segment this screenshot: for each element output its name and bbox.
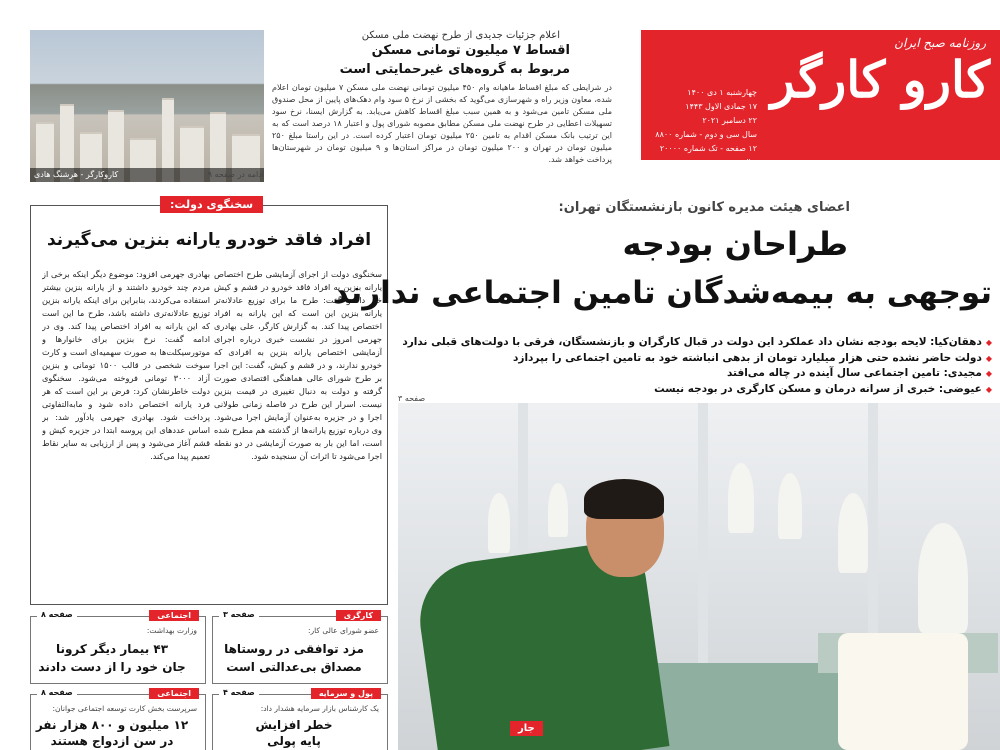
- mini-headline-line1: خطر افزایش: [255, 718, 333, 732]
- mini-kicker: سرپرست بخش کارت توسعه اجتماعی جوانان:: [52, 704, 197, 713]
- main-bullet: ◆ مجیدی: تامین اجتماعی سال آینده در چاله می‌افتد: [727, 367, 992, 379]
- photo-tag: جار: [510, 721, 543, 736]
- govt-column-1: سخنگوی دولت از اجرای آزمایشی طرح اختصاص یارانه بنزین به افراد فاقد خودرو در قشم و کیش خبر داد و گفت: طرح ما برای توزیع عادلانه‌تر یارانه بنزین این است که این یارانه به افراد اختصاص پیدا کند. به گزارش کارگر، علی بهادری جهرمی امروز در نشست خبری درباره اجرای آزمایشی اختصاص یارانه بنزین به افرادی که خودرو ندارند، و در قشم و کیش، گفت: این اجرا بر طرح شورای عالی هماهنگی اقتصادی صورت گرفته و دولت به دنبال تغییری در قیمت بنزین نیست. اسرار این طرح در فاصله زمانی طولانی اجرا و در جزیره به‌عنوان آزمایش اجرا می‌شود. وی درباره توزیع یارانه‌ها از گذشته هم مطرح شده است، اما این بار به صورت آزمایشی در دو نقطه اجرا می‌شود تا اثرات آن سنجیده شود.: [214, 269, 382, 461]
- housing-photo: [30, 30, 264, 182]
- mini-section-label: اجتماعی: [149, 688, 199, 699]
- mini-headline-line2: مصداق بی‌عدالتی است: [226, 660, 362, 674]
- mini-page-ref: صفحه ۸: [37, 688, 77, 697]
- housing-kicker: اعلام جزئیات جدیدی از طرح نهضت ملی مسکن: [361, 30, 560, 41]
- govt-headline[interactable]: افراد فاقد خودرو یارانه بنزین می‌گیرند: [46, 230, 372, 250]
- main-page-ref: صفحه ۳: [398, 394, 426, 403]
- date-hijri: ۱۷ جمادی الاول ۱۴۴۳: [685, 102, 757, 111]
- main-headline-line2[interactable]: توجهی به بیمه‌شدگان تامین اجتماعی ندارند: [332, 275, 992, 311]
- date-weekday: چهارشنبه ۱ دی ۱۴۰۰: [687, 88, 757, 97]
- govt-column-2: بهادری جهرمی افزود: موضوع دیگر اینکه برخی از مردم چند خودرو داشتند و از یارانه بنزین بیشتر استفاده می‌کردند، بنابراین برای اینکه یارانه بنزین توزیع عادلانه‌تری داشته باشد، طرح ما این است که این یارانه به افراد اختصاص پیدا کند. وی در ادامه گفت: نرخ بنزین برای خانوارها و موتورسیکلت‌ها به صورت سهمیه‌ای است و کارت سوخت شخصی در قالب ۱۵۰۰ تومانی و بنزین آزاد ۳۰۰۰ تومانی فروخته می‌شود. سخنگوی دولت خاطرنشان کرد: فرض بر این است که هر فرد یارانه اختصاص داده شود و مابه‌التفاوتی پرداخت شود. بهادری جهرمی یادآور شد: بر اساس عددهای این پروسه ابتدا در جزیره کیش و قشم آغاز می‌شود و پس از ارزیابی به سایر نقاط تعمیم پیدا می‌کند.: [42, 269, 210, 461]
- mini-kicker: عضو شورای عالی کار:: [307, 626, 379, 635]
- mini-section-label: اجتماعی: [149, 610, 199, 621]
- issue-price: ۱۲ صفحه - تک شماره ۲۰۰۰۰ ریال: [659, 144, 757, 167]
- mini-headline-line1: ۱۲ میلیون و ۸۰۰ هزار نفر: [35, 718, 189, 732]
- mini-kicker: وزارت بهداشت:: [146, 626, 197, 635]
- main-headline-line1[interactable]: طراحان بودجه: [622, 225, 848, 263]
- housing-headline-line2[interactable]: مربوط به گروه‌های غیرحمایتی است: [339, 62, 570, 77]
- mini-story-marriage[interactable]: [30, 688, 206, 750]
- site-url[interactable]: WWW.KARVAKARGAR.COM: [647, 173, 750, 181]
- dateline: [647, 86, 757, 184]
- mini-story-wages[interactable]: [212, 610, 388, 684]
- factory-photo: [398, 403, 1000, 750]
- main-kicker: اعضای هیئت مدیره کانون بازنشستگان تهران:: [558, 200, 850, 215]
- masthead-tagline: روزنامه صبح ایران: [894, 36, 986, 50]
- mini-headline-line2: پایه پولی: [267, 734, 321, 748]
- main-bullet: ◆ دولت حاضر نشده حتی هزار میلیارد تومان از بدهی انباشته خود به تامین اجتماعی را بپردازد: [513, 352, 992, 364]
- govt-section-label: سخنگوی دولت:: [160, 196, 263, 213]
- main-bullet: ◆ عیوضی: خبری از سرانه درمان و مسکن کارگری در بودجه نیست: [654, 383, 992, 395]
- mini-headline-line2: در سن ازدواج هستند: [50, 734, 174, 748]
- mini-headline-line1: ۴۳ بیمار دیگر کرونا: [55, 642, 169, 656]
- mini-page-ref: صفحه ۴: [219, 688, 259, 697]
- housing-headline-line1[interactable]: اقساط ۷ میلیون تومانی مسکن: [371, 43, 570, 58]
- continue-note: ادامه در صفحه ۹: [207, 170, 264, 179]
- issue-number: سال سی و دوم - شماره ۸۸۰۰: [655, 130, 757, 139]
- mini-section-label: پول و سرمایه: [311, 688, 381, 699]
- main-bullet: ◆ دهقان‌کیا: لایحه بودجه نشان داد عملکرد این دولت در قبال کارگران و بازنشستگان، فرقی با دولت‌های قبلی ندارد: [402, 336, 992, 348]
- masthead-logo: کارو کارگر: [770, 50, 990, 109]
- mini-story-health[interactable]: [30, 610, 206, 684]
- mini-headline-line1: مزد توافقی در روستاها: [224, 642, 364, 656]
- masthead: [641, 30, 1000, 181]
- mini-section-label: کارگری: [336, 610, 381, 621]
- photo-caption: کاروکارگر - هرشنگ هادی: [30, 168, 264, 182]
- mini-story-money[interactable]: [212, 688, 388, 750]
- mini-kicker: یک کارشناس بازار سرمایه هشدار داد:: [260, 704, 379, 713]
- worker-hair: [584, 479, 664, 519]
- mini-page-ref: صفحه ۸: [37, 610, 77, 619]
- housing-body: در شرایطی که مبلغ اقساط ماهیانه وام ۴۵۰ میلیون تومانی نهضت ملی مسکن ۷ میلیون تومان اعلام شده، معاون وزیر راه و شهرسازی می‌گوید که بخشی از نرخ ۵ سود وام دهک‌های پایین از محل صندوق ملی مسکن تامین می‌شود و به همین سبب مبلغ اقساط کاهش می‌یابد. به گزارش ایسنا، نرخ سود تسهیلات اعطایی در طرح نهضت ملی مسکن مطابق مصوبه شورای پول و اعتبار ۱۸ درصد است که به این ترتیب بانک مسکن اقدام به تامین ۲۵۰ میلیون تومان اعتبار کرده است. در این راستا مبلغ ۲۵۰ میلیون تومان در تهران و ۲۰۰ میلیون تومان در مراکز استان‌ها و ۹ میلیون تومان در شهرستان‌ها پرداخت خواهد شد.: [272, 83, 613, 164]
- date-gregorian: ۲۲ دسامبر ۲۰۲۱: [702, 116, 757, 125]
- mini-page-ref: صفحه ۳: [219, 610, 259, 619]
- mini-headline-line2: جان خود را از دست دادند: [38, 660, 186, 674]
